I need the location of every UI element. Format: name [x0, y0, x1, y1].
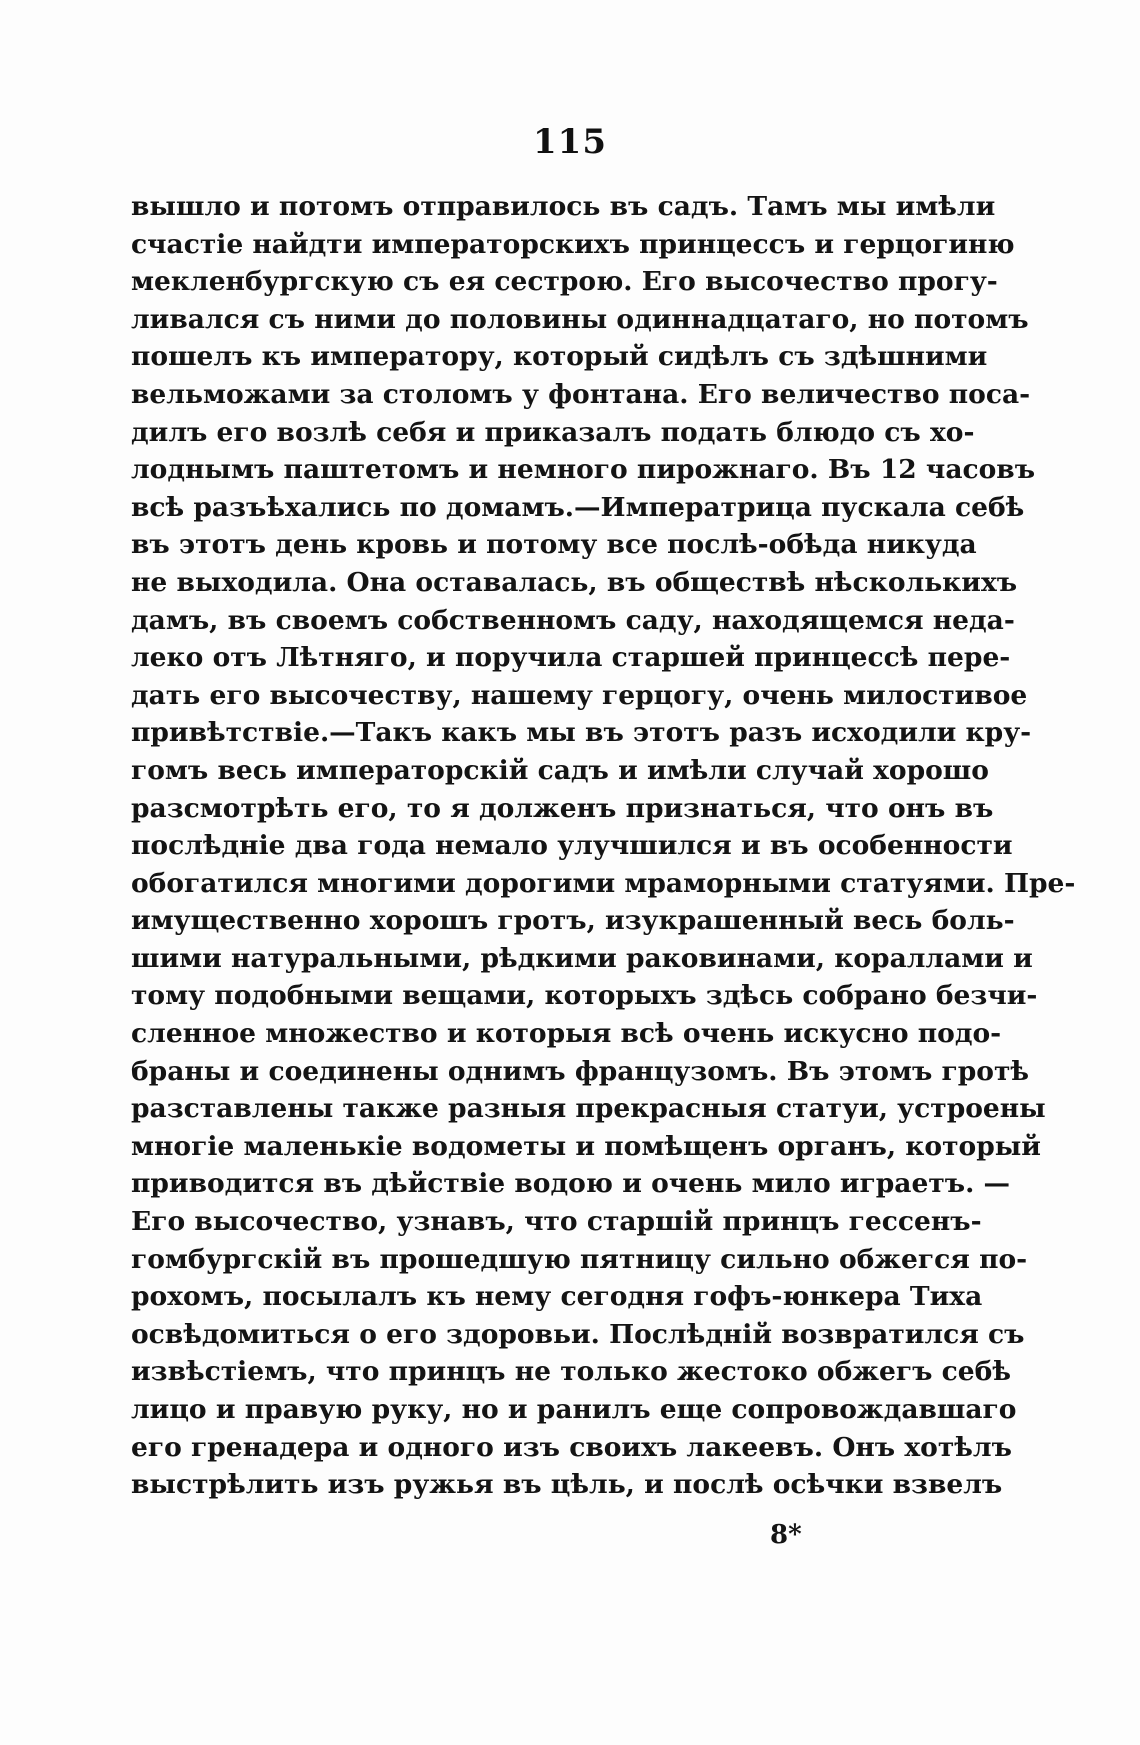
signature-mark: 8*	[770, 1520, 802, 1550]
text-line: обогатился многими дорогими мраморными статуями. Пре-	[131, 867, 1076, 899]
text-line: гомбургскій въ прошедшую пятницу сильно обжегся по-	[131, 1243, 1028, 1275]
text-line: разставлены также разныя прекрасныя статуи, устроены	[131, 1093, 1046, 1125]
text-line: вельможами за столомъ у фонтана. Его величество поса-	[131, 378, 1031, 410]
text-line: привѣтствіе.—Такъ какъ мы въ этотъ разъ исходили кру-	[131, 717, 1032, 749]
text-line: дилъ его возлѣ себя и приказалъ подать блюдо съ хо-	[131, 416, 975, 448]
text-line: дамъ, въ своемъ собственномъ саду, находящемся неда-	[131, 604, 1015, 636]
text-line: рохомъ, посылалъ къ нему сегодня гофъ-юнкера Тиха	[131, 1281, 983, 1313]
text-line: всѣ разъѣхались по домамъ.—Императрица пускала себѣ	[131, 491, 1025, 523]
text-line: дать его высочеству, нашему герцогу, очень милостивое	[131, 679, 1028, 711]
text-line: его гренадера и одного изъ своихъ лакеевъ. Онъ хотѣлъ	[131, 1431, 1012, 1463]
text-line: лицо и правую руку, но и ранилъ еще сопровождавшаго	[131, 1394, 1017, 1425]
text-line: сленное множество и которыя всѣ очень искусно подо-	[131, 1018, 1002, 1050]
text-line: разсмотрѣть его, то я долженъ признаться, что онъ въ	[131, 792, 994, 824]
text-line: мекленбургскую съ ея сестрою. Его высочество прогу-	[131, 266, 998, 298]
text-line: послѣдніе два года немало улучшился и въ особенности	[131, 830, 1013, 862]
text-line: не выходила. Она оставалась, въ обществѣ нѣсколькихъ	[131, 566, 1018, 598]
text-line: Его высочество, узнавъ, что старшій принцъ гессенъ-	[131, 1206, 982, 1238]
text-line: освѣдомиться о его здоровьи. Послѣдній возвратился съ	[131, 1318, 1025, 1350]
text-line: леко отъ Лѣтняго, и поручила старшей принцессѣ пере-	[131, 642, 1011, 674]
text-line: многіе маленькіе водометы и помѣщенъ органъ, который	[131, 1130, 1041, 1162]
text-line: тому подобными вещами, которыхъ здѣсь собрано безчи-	[131, 980, 1038, 1012]
body-text	[131, 188, 1076, 1504]
text-line: ливался съ ними до половины одиннадцатаго, но потомъ	[131, 303, 1029, 335]
text-line: выстрѣлить изъ ружья въ цѣль, и послѣ осѣчки взвелъ	[131, 1469, 1003, 1501]
text-line: лоднымъ паштетомъ и немного пирожнаго. Въ 12 часовъ	[131, 454, 1036, 486]
text-line: извѣстіемъ, что принцъ не только жестоко обжегъ себѣ	[131, 1356, 1011, 1388]
text-line: имущественно хорошъ гротъ, изукрашенный весь боль-	[131, 905, 1015, 937]
text-line: счастіе найдти императорскихъ принцессъ и герцогиню	[131, 228, 1015, 260]
text-line: шими натуральными, рѣдкими раковинами, кораллами и	[131, 942, 1033, 974]
page-number: 115	[533, 122, 607, 162]
text-line: браны и соединены однимъ французомъ. Въ этомъ гротѣ	[131, 1055, 1030, 1087]
text-line: пошелъ къ императору, который сидѣлъ съ здѣшними	[131, 341, 988, 373]
text-line: въ этотъ день кровь и потому все послѣ-обѣда никуда	[131, 529, 977, 561]
text-line: гомъ весь императорскій садъ и имѣли случай хорошо	[131, 754, 989, 786]
text-line: приводится въ дѣйствіе водою и очень мило играетъ. —	[131, 1168, 1011, 1200]
text-line: вышло и потомъ отправилось въ садъ. Тамъ мы имѣли	[131, 191, 996, 222]
